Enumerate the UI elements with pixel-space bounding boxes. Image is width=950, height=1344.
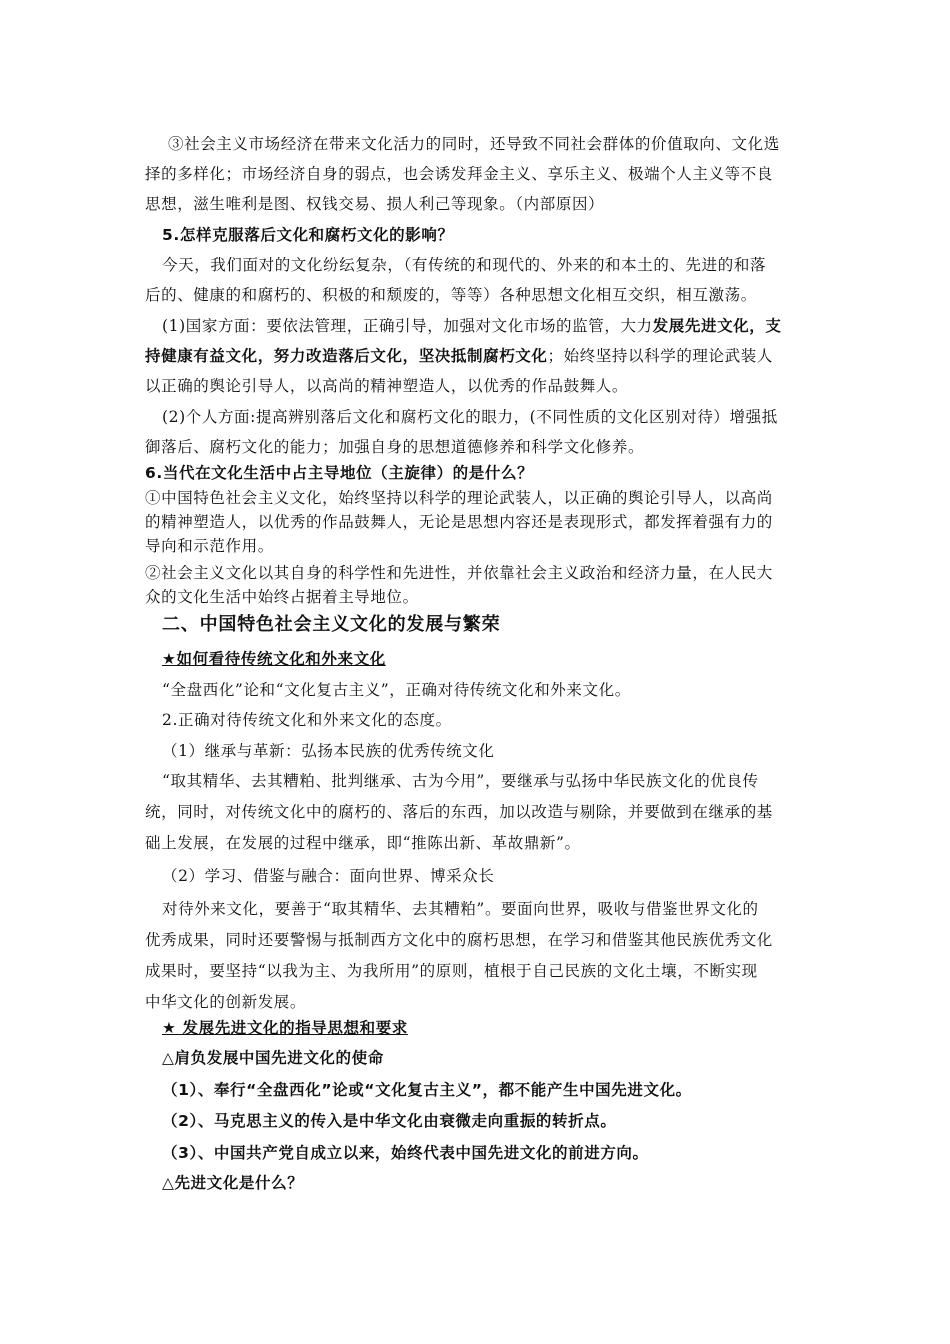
- question-heading-5: 5.怎样克服落后文化和腐朽文化的影响？: [162, 226, 454, 244]
- paragraph-line: “全盘西化”论和“文化复古主义”，正确对待传统文化和外来文化。: [162, 681, 631, 699]
- bold-point: （2）、马克思主义的传入是中华文化由衰微走向重振的转折点。: [162, 1112, 617, 1130]
- paragraph-line: ②社会主义文化以其自身的科学性和先进性，并依靠社会主义政治和经济力量，在人民大: [145, 564, 773, 582]
- star-heading: ★如何看待传统文化和外来文化: [162, 650, 386, 668]
- paragraph-line: ③社会主义市场经济在带来文化活力的同时，还导致不同社会群体的价值取向、文化选: [168, 135, 780, 153]
- text-run: ；始终坚持以科学的理论武装人: [547, 347, 773, 365]
- paragraph-line: 后的、健康的和腐朽的、积极的和颓废的，等等）各种思想文化相互交织，相互激荡。: [145, 286, 757, 304]
- paragraph-line: （2）学习、借鉴与融合：面向世界、博采众长: [162, 867, 495, 885]
- paragraph-line: 择的多样化；市场经济自身的弱点，也会诱发拜金主义、享乐主义、极端个人主义等不良: [145, 165, 773, 183]
- bold-text-run: 发展先进文化，支: [652, 317, 782, 335]
- paragraph-line: 众的文化生活中始终占据着主导地位。: [145, 588, 419, 606]
- text-run: (1)国家方面：要依法管理，正确引导，加强对文化市场的监管，大力: [162, 317, 653, 335]
- paragraph-line: 以正确的舆论引导人，以高尚的精神塑造人，以优秀的作品鼓舞人。: [145, 377, 629, 395]
- bold-point: （1）、奉行“全盘西化”论或“文化复古主义”，都不能产生中国先进文化。: [162, 1081, 692, 1099]
- paragraph-line: “取其精华、去其糟粕、批判继承、古为今用”，要继承与弘扬中华民族文化的优良传: [162, 772, 759, 790]
- paragraph-line: ①中国特色社会主义文化，始终坚持以科学的理论武装人，以正确的舆论引导人，以高尚: [145, 489, 773, 507]
- paragraph-line: 础上发展，在发展的过程中继承，即“推陈出新、革故鼎新”。: [145, 834, 581, 852]
- paragraph-line: 思想，滋生唯利是图、权钱交易、损人利己等现象。（内部原因）: [145, 195, 605, 213]
- bold-text-run: 持健康有益文化，努力改造落后文化，坚决抵制腐朽文化: [145, 347, 548, 365]
- paragraph-line: 中华文化的创新发展。: [145, 993, 307, 1011]
- triangle-heading: △先进文化是什么？: [162, 1174, 304, 1192]
- bold-point: （3）、中国共产党自成立以来，始终代表中国先进文化的前进方向。: [162, 1144, 649, 1162]
- section-heading: 二、中国特色社会主义文化的发展与繁荣: [162, 614, 501, 635]
- triangle-heading: △肩负发展中国先进文化的使命: [162, 1049, 384, 1067]
- paragraph-line: 2.正确对待传统文化和外来文化的态度。: [162, 711, 452, 729]
- question-heading-6: 6.当代在文化生活中占主导地位（主旋律）的是什么？: [145, 464, 534, 482]
- paragraph-line: (2)个人方面:提高辨别落后文化和腐朽文化的眼力，(不同性质的文化区别对待）增强抵: [162, 408, 778, 426]
- paragraph-line: 的精神塑造人，以优秀的作品鼓舞人，无论是思想内容还是表现形式，都发挥着强有力的: [145, 513, 773, 531]
- paragraph-line: 优秀成果，同时还要警惕与抵制西方文化中的腐朽思想，在学习和借鉴其他民族优秀文化: [145, 931, 773, 949]
- paragraph-line: 对待外来文化，要善于“取其精华、去其糟粕”。要面向世界，吸收与借鉴世界文化的: [162, 900, 759, 918]
- star-heading: ★ 发展先进文化的指导思想和要求: [162, 1019, 408, 1037]
- paragraph-line: [162, 315, 781, 337]
- paragraph-line: （1）继承与革新：弘扬本民族的优秀传统文化: [162, 742, 495, 760]
- paragraph-line: 成果时，要坚持“以我为主、为我所用”的原则，植根于自己民族的文化土壤，不断实现: [145, 962, 758, 980]
- paragraph-line: 导向和示范作用。: [145, 537, 274, 555]
- paragraph-line: 御落后、腐朽文化的能力；加强自身的思想道德修养和科学文化修养。: [145, 438, 645, 456]
- paragraph-line: [145, 345, 773, 367]
- paragraph-line: 统，同时，对传统文化中的腐朽的、落后的东西，加以改造与剔除，并要做到在继承的基: [145, 803, 773, 821]
- paragraph-line: 今天，我们面对的文化纷纭复杂，（有传统的和现代的、外来的和本土的、先进的和落: [162, 256, 767, 274]
